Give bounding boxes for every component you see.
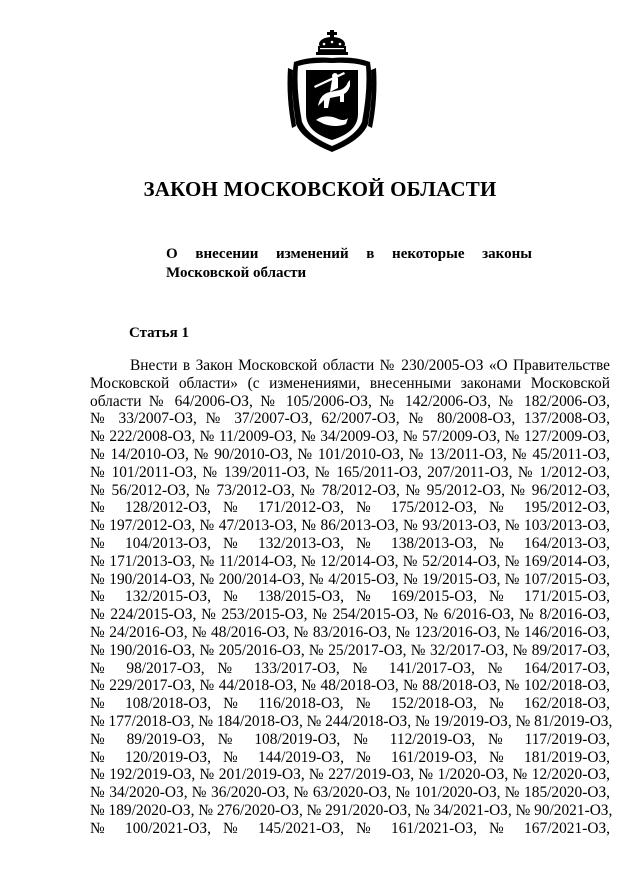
body-line: № 197/2012-ОЗ, № 47/2013-ОЗ, № 86/2013-ОЗ, № 93/2013-ОЗ, № 103/2013-ОЗ, — [90, 517, 610, 535]
body-line: № 128/2012-ОЗ, № 171/2012-ОЗ, № 175/2012-ОЗ, № 195/2012-ОЗ, — [90, 499, 610, 517]
body-line: № 224/2015-ОЗ, № 253/2015-ОЗ, № 254/2015-ОЗ, № 6/2016-ОЗ, № 8/2016-ОЗ, — [90, 606, 610, 624]
body-line: № 108/2018-ОЗ, № 116/2018-ОЗ, № 152/2018-ОЗ, № 162/2018-ОЗ, — [90, 695, 610, 713]
coat-of-arms-icon — [284, 28, 380, 156]
body-line: № 120/2019-ОЗ, № 144/2019-ОЗ, № 161/2019-ОЗ, № 181/2019-ОЗ, — [90, 748, 610, 766]
body-line: № 190/2014-ОЗ, № 200/2014-ОЗ, № 4/2015-ОЗ, № 19/2015-ОЗ, № 107/2015-ОЗ, — [90, 570, 610, 588]
document-subject — [166, 245, 532, 283]
body-line: № 189/2020-ОЗ, № 276/2020-ОЗ, № 291/2020-ОЗ, № 34/2021-ОЗ, № 90/2021-ОЗ, — [90, 801, 613, 819]
article-heading: Статья 1 — [129, 325, 189, 341]
body-line: области № 64/2006-ОЗ, № 105/2006-ОЗ, № 142/2006-ОЗ, № 182/2006-ОЗ, — [90, 392, 610, 410]
document-title: ЗАКОН МОСКОВСКОЙ ОБЛАСТИ — [143, 177, 497, 201]
body-line: № 14/2010-ОЗ, № 90/2010-ОЗ, № 101/2010-ОЗ, № 13/2011-ОЗ, № 45/2011-ОЗ, — [90, 445, 610, 463]
body-line: № 171/2013-ОЗ, № 11/2014-ОЗ, № 12/2014-ОЗ, № 52/2014-ОЗ, № 169/2014-ОЗ, — [90, 552, 610, 570]
body-line: № 56/2012-ОЗ, № 73/2012-ОЗ, № 78/2012-ОЗ, № 95/2012-ОЗ, № 96/2012-ОЗ, — [90, 481, 610, 499]
article-body — [90, 357, 613, 838]
body-line: № 190/2016-ОЗ, № 205/2016-ОЗ, № 25/2017-ОЗ, № 32/2017-ОЗ, № 89/2017-ОЗ, — [90, 641, 610, 659]
body-line: № 192/2019-ОЗ, № 201/2019-ОЗ, № 227/2019-ОЗ, № 1/2020-ОЗ, № 12/2020-ОЗ, — [90, 766, 610, 784]
subject-line-1: О внесении изменений в некоторые законы — [166, 246, 532, 262]
body-line: № 33/2007-ОЗ, № 37/2007-ОЗ, 62/2007-ОЗ, № 80/2008-ОЗ, 137/2008-ОЗ, — [90, 410, 610, 428]
body-line: № 229/2017-ОЗ, № 44/2018-ОЗ, № 48/2018-ОЗ, № 88/2018-ОЗ, № 102/2018-ОЗ, — [90, 677, 610, 695]
subject-line-2: Московской области — [166, 265, 307, 281]
body-line: № 98/2017-ОЗ, № 133/2017-ОЗ, № 141/2017-ОЗ, № 164/2017-ОЗ, — [90, 659, 610, 677]
body-line: № 100/2021-ОЗ, № 145/2021-ОЗ, № 161/2021-ОЗ, № 167/2021-ОЗ, — [90, 819, 610, 837]
body-line: № 222/2008-ОЗ, № 11/2009-ОЗ, № 34/2009-ОЗ, № 57/2009-ОЗ, № 127/2009-ОЗ, — [90, 428, 610, 446]
body-line: № 177/2018-ОЗ, № 184/2018-ОЗ, № 244/2018-ОЗ, № 19/2019-ОЗ, № 81/2019-ОЗ, — [90, 712, 613, 730]
body-line: № 101/2011-ОЗ, № 139/2011-ОЗ, № 165/2011-ОЗ, 207/2011-ОЗ, № 1/2012-ОЗ, — [90, 463, 610, 481]
body-line: № 34/2020-ОЗ, № 36/2020-ОЗ, № 63/2020-ОЗ, № 101/2020-ОЗ, № 185/2020-ОЗ, — [90, 784, 610, 802]
body-line: № 24/2016-ОЗ, № 48/2016-ОЗ, № 83/2016-ОЗ, № 123/2016-ОЗ, № 146/2016-ОЗ, — [90, 623, 610, 641]
body-line: Московской области» (с изменениями, внесенными законами Московской — [90, 374, 610, 392]
body-line: № 132/2015-ОЗ, № 138/2015-ОЗ, № 169/2015-ОЗ, № 171/2015-ОЗ, — [90, 588, 610, 606]
body-line: № 89/2019-ОЗ, № 108/2019-ОЗ, № 112/2019-ОЗ, № 117/2019-ОЗ, — [90, 730, 610, 748]
body-line: Внести в Закон Московской области № 230/2005-ОЗ «О Правительстве — [130, 357, 610, 374]
body-line: № 104/2013-ОЗ, № 132/2013-ОЗ, № 138/2013-ОЗ, № 164/2013-ОЗ, — [90, 534, 610, 552]
